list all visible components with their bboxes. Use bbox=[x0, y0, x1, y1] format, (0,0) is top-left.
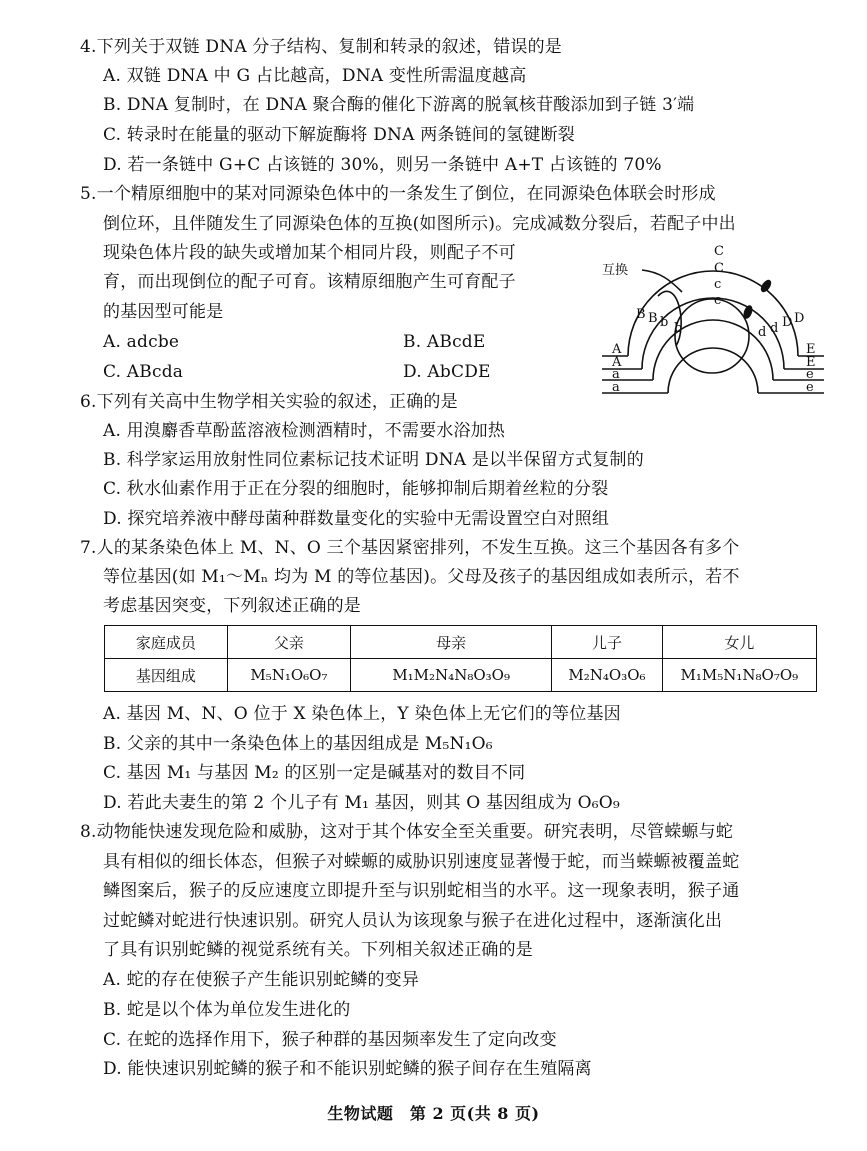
q8-stem-line-5: 了具有识别蛇鳞的视觉系统有关。下列相关叙述正确的是 bbox=[103, 940, 533, 960]
q4-stem: 4.下列关于双链 DNA 分子结构、复制和转录的叙述，错误的是 bbox=[80, 37, 563, 57]
gene-label-C2: C bbox=[714, 261, 724, 276]
table-header-cell: 儿子 bbox=[552, 626, 662, 659]
q7-stem-line-1: 7.人的某条染色体上 M、N、O 三个基因紧密排列，不发生互换。这三个基因各有多个 bbox=[80, 538, 740, 558]
gene-label-d2: d bbox=[758, 325, 767, 340]
q7-option-b: B. 父亲的其中一条染色体上的基因组成是 M₅N₁O₆ bbox=[103, 734, 493, 754]
q6-option-c: C. 秋水仙素作用于正在分裂的细胞时，能够抑制后期着丝粒的分裂 bbox=[103, 479, 609, 499]
table-header-cell: 父亲 bbox=[227, 626, 350, 659]
q5-stem-line-5: 的基因型可能是 bbox=[103, 302, 224, 322]
table-header-row bbox=[105, 626, 817, 659]
q7-option-c: C. 基因 M₁ 与基因 M₂ 的区别一定是碱基对的数目不同 bbox=[103, 763, 526, 783]
q5-stem-line-1: 5.一个精原细胞中的某对同源染色体中的一条发生了倒位，在同源染色体联会时形成 bbox=[80, 184, 716, 204]
q7-option-d: D. 若此夫妻生的第 2 个儿子有 M₁ 基因，则其 O 基因组成为 O₆O₉ bbox=[103, 793, 620, 813]
table-cell: M₁M₅N₁N₈O₇O₉ bbox=[662, 659, 816, 692]
q8-stem-line-3: 鳞图案后，猴子的反应速度立即提升至与识别蛇相当的水平。这一现象表明，猴子通 bbox=[103, 881, 740, 901]
q4-option-a: A. 双链 DNA 中 G 占比越高，DNA 变性所需温度越高 bbox=[103, 66, 527, 86]
gene-label-A2: A bbox=[612, 355, 622, 370]
table-header-cell: 女儿 bbox=[662, 626, 816, 659]
gene-label-A1: A bbox=[612, 342, 622, 357]
gene-label-d1: d bbox=[770, 321, 779, 336]
gene-label-E2: E bbox=[806, 355, 816, 370]
gene-label-b1: b bbox=[660, 315, 669, 330]
q5-stem-line-3: 现染色体片段的缺失或增加某个相同片段，则配子不可 bbox=[103, 243, 516, 263]
q5-option-d: D. AbCDE bbox=[403, 362, 491, 382]
gene-label-c1: c bbox=[714, 277, 722, 292]
gene-label-a2: a bbox=[612, 380, 620, 395]
gene-label-D1: D bbox=[794, 311, 805, 326]
table-cell: M₁M₂N₄N₈O₃O₉ bbox=[350, 659, 551, 692]
gene-label-b2: b bbox=[674, 321, 683, 336]
q8-option-c: C. 在蛇的选择作用下，猴子种群的基因频率发生了定向改变 bbox=[103, 1030, 557, 1050]
gene-label-B2: B bbox=[648, 311, 658, 326]
q6-stem: 6.下列有关高中生物学相关实验的叙述，正确的是 bbox=[80, 392, 458, 412]
genotype-table bbox=[104, 625, 817, 692]
q6-option-b: B. 科学家运用放射性同位素标记技术证明 DNA 是以半保留方式复制的 bbox=[103, 450, 644, 470]
gene-label-D2: D bbox=[782, 315, 793, 330]
table-header-cell: 母亲 bbox=[350, 626, 551, 659]
q7-option-a: A. 基因 M、N、O 位于 X 染色体上，Y 染色体上无它们的等位基因 bbox=[103, 704, 621, 724]
page-footer: 生物试题 第 2 页(共 8 页) bbox=[327, 1104, 540, 1123]
q5-option-a: A. adcbe bbox=[103, 332, 180, 352]
table-row-label: 基因组成 bbox=[105, 659, 228, 692]
gene-label-e1: e bbox=[806, 367, 814, 382]
crossover-label: 互换 bbox=[602, 263, 629, 278]
q7-stem-line-2: 等位基因(如 M₁～Mₙ 均为 M 的等位基因)。父母及孩子的基因组成如表所示，若不 bbox=[103, 567, 740, 587]
table-cell: M₅N₁O₆O₇ bbox=[227, 659, 350, 692]
gene-label-B1: B bbox=[636, 307, 646, 322]
q5-stem-line-2: 倒位环，且伴随发生了同源染色体的互换(如图所示)。完成减数分裂后，若配子中出 bbox=[103, 214, 736, 234]
gene-label-E1: E bbox=[806, 342, 816, 357]
table-row bbox=[105, 659, 817, 692]
gene-label-C1: C bbox=[714, 244, 724, 259]
q5-stem-line-4: 育，而出现倒位的配子可育。该精原细胞产生可育配子 bbox=[103, 272, 516, 292]
q5-option-b: B. ABcdE bbox=[403, 332, 486, 352]
q4-option-b: B. DNA 复制时，在 DNA 聚合酶的催化下游离的脱氧核苷酸添加到子链 3′端 bbox=[103, 95, 695, 115]
q5-option-c: C. ABcda bbox=[103, 362, 184, 382]
q8-option-b: B. 蛇是以个体为单位发生进化的 bbox=[103, 1000, 351, 1020]
gene-label-a1: a bbox=[612, 367, 620, 382]
gene-label-e2: e bbox=[806, 380, 814, 395]
q8-option-a: A. 蛇的存在使猴子产生能识别蛇鳞的变异 bbox=[103, 970, 420, 990]
q7-stem-line-3: 考虑基因突变，下列叙述正确的是 bbox=[103, 596, 361, 616]
q4-option-d: D. 若一条链中 G+C 占该链的 30%，则另一条链中 A+T 占该链的 70% bbox=[103, 155, 662, 175]
q8-stem-line-1: 8.动物能快速发现危险和威胁，这对于其个体安全至关重要。研究表明，尽管蝾螈与蛇 bbox=[80, 822, 734, 842]
table-cell: M₂N₄O₃O₆ bbox=[552, 659, 662, 692]
q4-option-c: C. 转录时在能量的驱动下解旋酶将 DNA 两条链间的氢键断裂 bbox=[103, 125, 575, 145]
inversion-loop-diagram bbox=[598, 236, 828, 412]
q8-stem-line-2: 具有相似的细长体态，但猴子对蝾螈的威胁识别速度显著慢于蛇，而当蝾螈被覆盖蛇 bbox=[103, 852, 740, 872]
q6-option-a: A. 用溴麝香草酚蓝溶液检测酒精时，不需要水浴加热 bbox=[103, 421, 506, 441]
q8-option-d: D. 能快速识别蛇鳞的猴子和不能识别蛇鳞的猴子间存在生殖隔离 bbox=[103, 1059, 592, 1079]
q8-stem-line-4: 过蛇鳞对蛇进行快速识别。研究人员认为该现象与猴子在进化过程中，逐渐演化出 bbox=[103, 911, 723, 931]
q6-option-d: D. 探究培养液中酵母菌种群数量变化的实验中无需设置空白对照组 bbox=[103, 509, 610, 529]
gene-label-c2: c bbox=[714, 293, 722, 308]
table-header-cell: 家庭成员 bbox=[105, 626, 228, 659]
